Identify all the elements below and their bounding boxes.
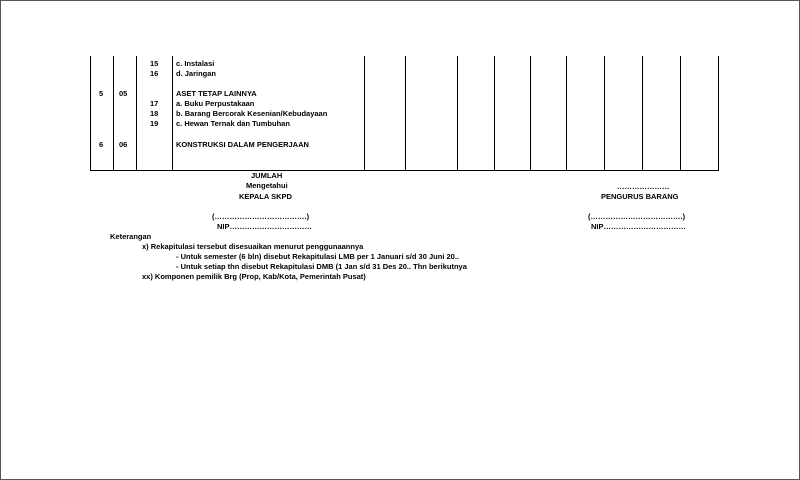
notes-heading: Keterangan — [110, 232, 152, 241]
row-label: d. Jaringan — [176, 69, 217, 78]
row-number: 19 — [150, 119, 159, 128]
table-border-right — [718, 56, 719, 170]
column-divider — [457, 56, 458, 170]
column-divider — [494, 56, 495, 170]
column-divider — [680, 56, 681, 170]
column-divider — [405, 56, 406, 170]
nip-line: NIP…………………………… — [217, 222, 313, 231]
group-code: 6 — [99, 140, 104, 149]
field-code: 06 — [119, 140, 128, 149]
column-divider — [642, 56, 643, 170]
column-divider — [113, 56, 114, 170]
column-divider — [604, 56, 605, 170]
row-label: c. Hewan Ternak dan Tumbuhan — [176, 119, 290, 128]
row-number: 18 — [150, 109, 159, 118]
column-divider — [566, 56, 567, 170]
nip-line: NIP…………………………… — [591, 222, 687, 231]
signature-line: (……………………………….) — [588, 212, 686, 221]
table-border-left — [90, 56, 91, 170]
table-bottom-border — [90, 170, 719, 171]
group-title: KONSTRUKSI DALAM PENGERJAAN — [176, 140, 309, 149]
row-label: c. Instalasi — [176, 59, 215, 68]
row-number: 16 — [150, 69, 159, 78]
total-label: JUMLAH — [251, 171, 283, 180]
custodian-title: PENGURUS BARANG — [601, 192, 679, 201]
group-code: 5 — [99, 89, 104, 98]
dotted-line: ………………… — [617, 182, 670, 191]
note-x2: - Untuk setiap thn disebut Rekapitulasi DMB (1 Jan s/d 31 Des 20.. Thn berikutnya — [176, 262, 467, 271]
column-divider — [530, 56, 531, 170]
signature-line: (……………………………….) — [212, 212, 310, 221]
field-code: 05 — [119, 89, 128, 98]
row-label: a. Buku Perpustakaan — [176, 99, 255, 108]
column-divider — [364, 56, 365, 170]
acknowledged-label: Mengetahui — [246, 181, 288, 190]
group-title: ASET TETAP LAINNYA — [176, 89, 257, 98]
row-number: 15 — [150, 59, 159, 68]
head-title: KEPALA SKPD — [239, 192, 292, 201]
note-xx: xx) Komponen pemilik Brg (Prop, Kab/Kota, Pemerintah Pusat) — [142, 272, 366, 281]
row-label: b. Barang Bercorak Kesenian/Kebudayaan — [176, 109, 328, 118]
note-x1: - Untuk semester (6 bln) disebut Rekapitulasi LMB per 1 Januari s/d 30 Juni 20.. — [176, 252, 459, 261]
column-divider — [172, 56, 173, 170]
column-divider — [136, 56, 137, 170]
note-x: x) Rekapitulasi tersebut disesuaikan menurut penggunaannya — [142, 242, 364, 251]
row-number: 17 — [150, 99, 159, 108]
